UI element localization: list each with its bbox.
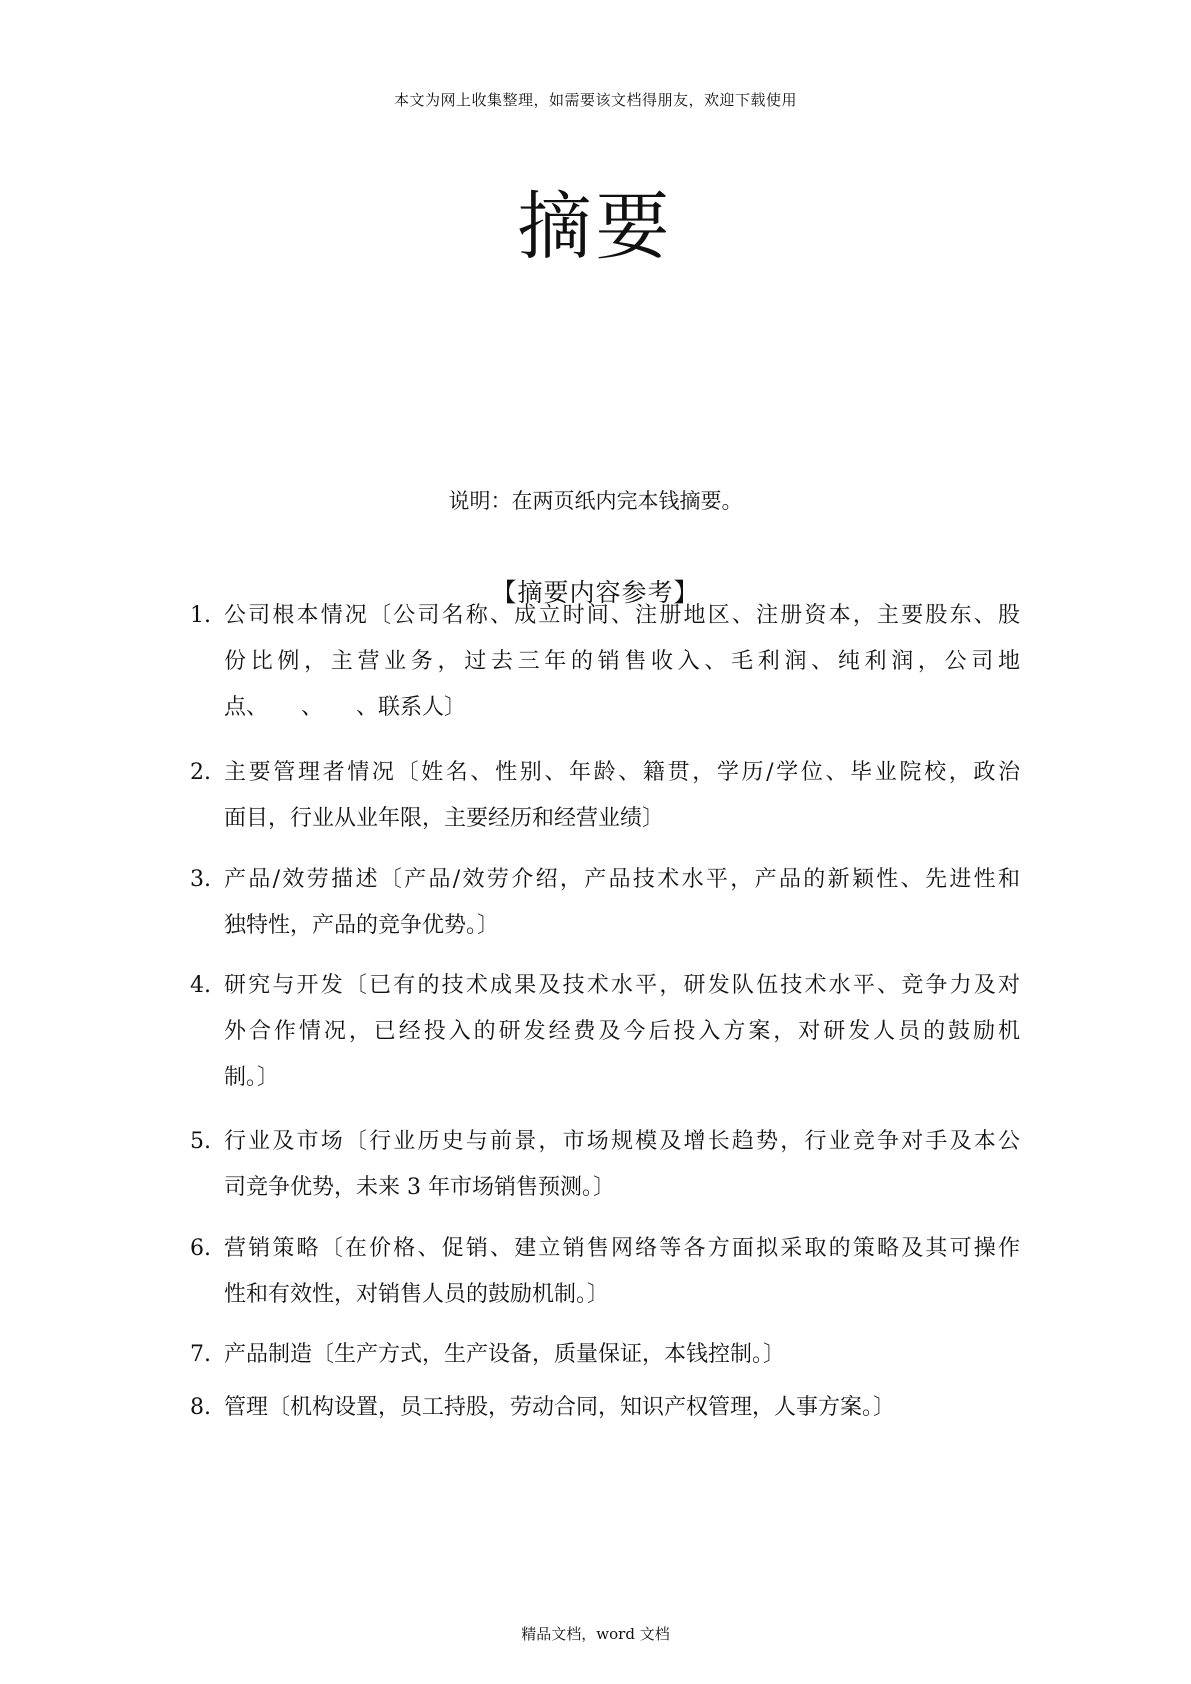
list-item-number: 6. (190, 1236, 211, 1261)
list-item-number: 7. (190, 1342, 211, 1367)
list-item (190, 1331, 1020, 1379)
list-item-number: 1. (190, 603, 211, 628)
header-note: 本文为网上收集整理，如需要该文档得朋友，欢迎下载使用 (393, 91, 797, 109)
list-item-line: 研究与开发〔已有的技术成果及技术水平，研发队伍技术水平、竞争力及对 (224, 973, 1020, 998)
list-item (190, 592, 1020, 732)
list-item-number: 4. (190, 973, 211, 998)
list-item-line: 产品/效劳描述〔产品/效劳介绍，产品技术水平，产品的新颖性、先进性和 (224, 867, 1020, 892)
list-item-line: 份比例，主营业务，过去三年的销售收入、毛利润、纯利润，公司地 (224, 649, 1020, 674)
list-item (190, 1118, 1020, 1212)
list-item (190, 962, 1020, 1102)
list-item-line: 营销策略〔在价格、促销、建立销售网络等各方面拟采取的策略及其可操作 (224, 1236, 1020, 1261)
list-item (190, 1384, 1020, 1432)
list-item-line: 外合作情况，已经投入的研发经费及今后投入方案，对研发人员的鼓励机 (224, 1019, 1020, 1044)
list-item-line: 司竞争优势，未来 3 年市场销售预测。〕 (224, 1175, 615, 1200)
instruction-text: 说明：在两页纸内完本钱摘要。 (448, 489, 743, 513)
list-item-line: 管理〔机构设置，员工持股，劳动合同，知识产权管理，人事方案。〕 (224, 1395, 896, 1420)
list-item-line: 行业及市场〔行业历史与前景，市场规模及增长趋势，行业竞争对手及本公 (224, 1129, 1020, 1154)
list-item-line: 独特性，产品的竞争优势。〕 (224, 913, 500, 938)
list-item-number: 8. (190, 1395, 211, 1420)
list-item-line: 公司根本情况〔公司名称、成立时间、注册地区、注册资本，主要股东、股 (224, 603, 1020, 628)
list-item (190, 856, 1020, 950)
list-item-line: 产品制造〔生产方式，生产设备，质量保证，本钱控制。〕 (224, 1342, 786, 1367)
list-item (190, 749, 1020, 843)
list-item-number: 2. (190, 760, 211, 785)
list-item-line: 主要管理者情况〔姓名、性别、年龄、籍贯，学历/学位、毕业院校，政治 (224, 760, 1020, 785)
footer-note: 精品文档，word 文档 (521, 1625, 670, 1643)
list-item-line: 制。〕 (224, 1065, 280, 1090)
list-item-line: 点、 、 、联系人〕 (224, 695, 467, 720)
list-item-number: 5. (190, 1129, 211, 1154)
list-item-line: 面目，行业从业年限，主要经历和经营业绩〕 (224, 806, 665, 831)
section-heading: 【摘要内容参考】 (491, 578, 700, 607)
list-item-number: 3. (190, 867, 211, 892)
list-item (190, 1225, 1020, 1319)
page-title: 摘要 (517, 184, 674, 270)
list-item-line: 性和有效性，对销售人员的鼓励机制。〕 (224, 1282, 610, 1307)
